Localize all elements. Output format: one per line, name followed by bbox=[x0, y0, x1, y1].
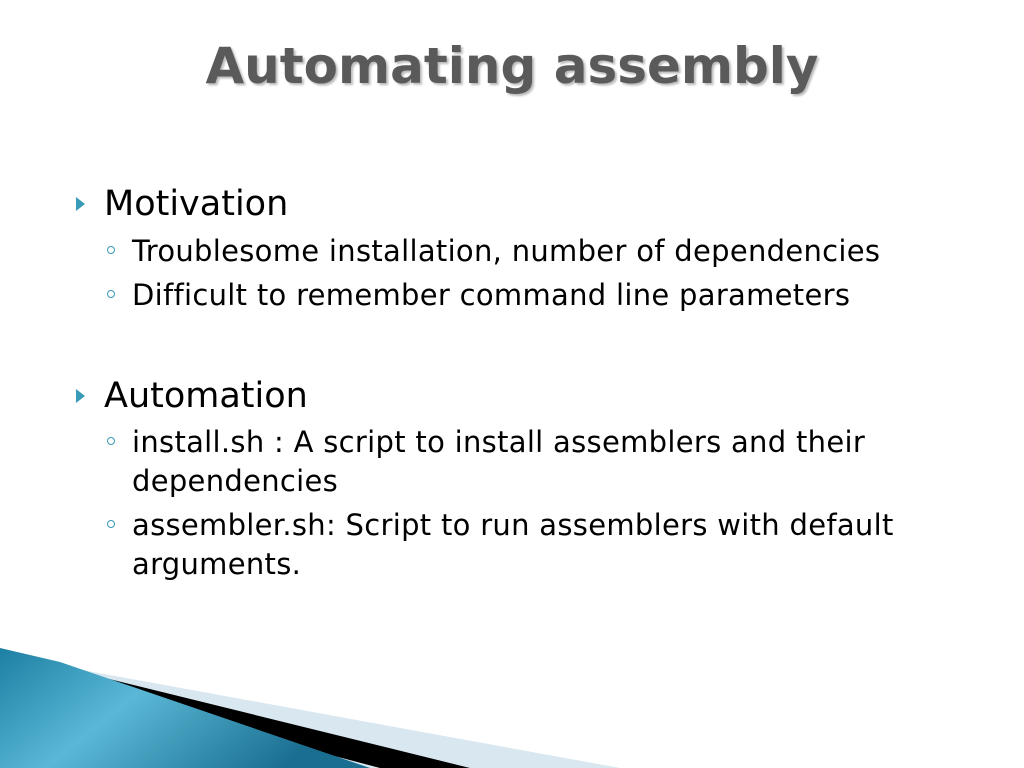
blue-wedge bbox=[0, 648, 370, 768]
sub-bullet: assembler.sh: Script to run assemblers with default arguments. bbox=[132, 508, 894, 581]
sub-bullet: Difficult to remember command line parameters bbox=[132, 278, 851, 312]
sub-bullet: install.sh : A script to install assemblers and their dependencies bbox=[132, 425, 866, 498]
bullet-automation: Automation bbox=[104, 376, 308, 416]
slide-title: Automating assembly bbox=[205, 37, 819, 95]
sub-bullet: Troublesome installation, number of dependencies bbox=[132, 234, 881, 268]
bullet-motivation: Motivation bbox=[104, 184, 289, 224]
